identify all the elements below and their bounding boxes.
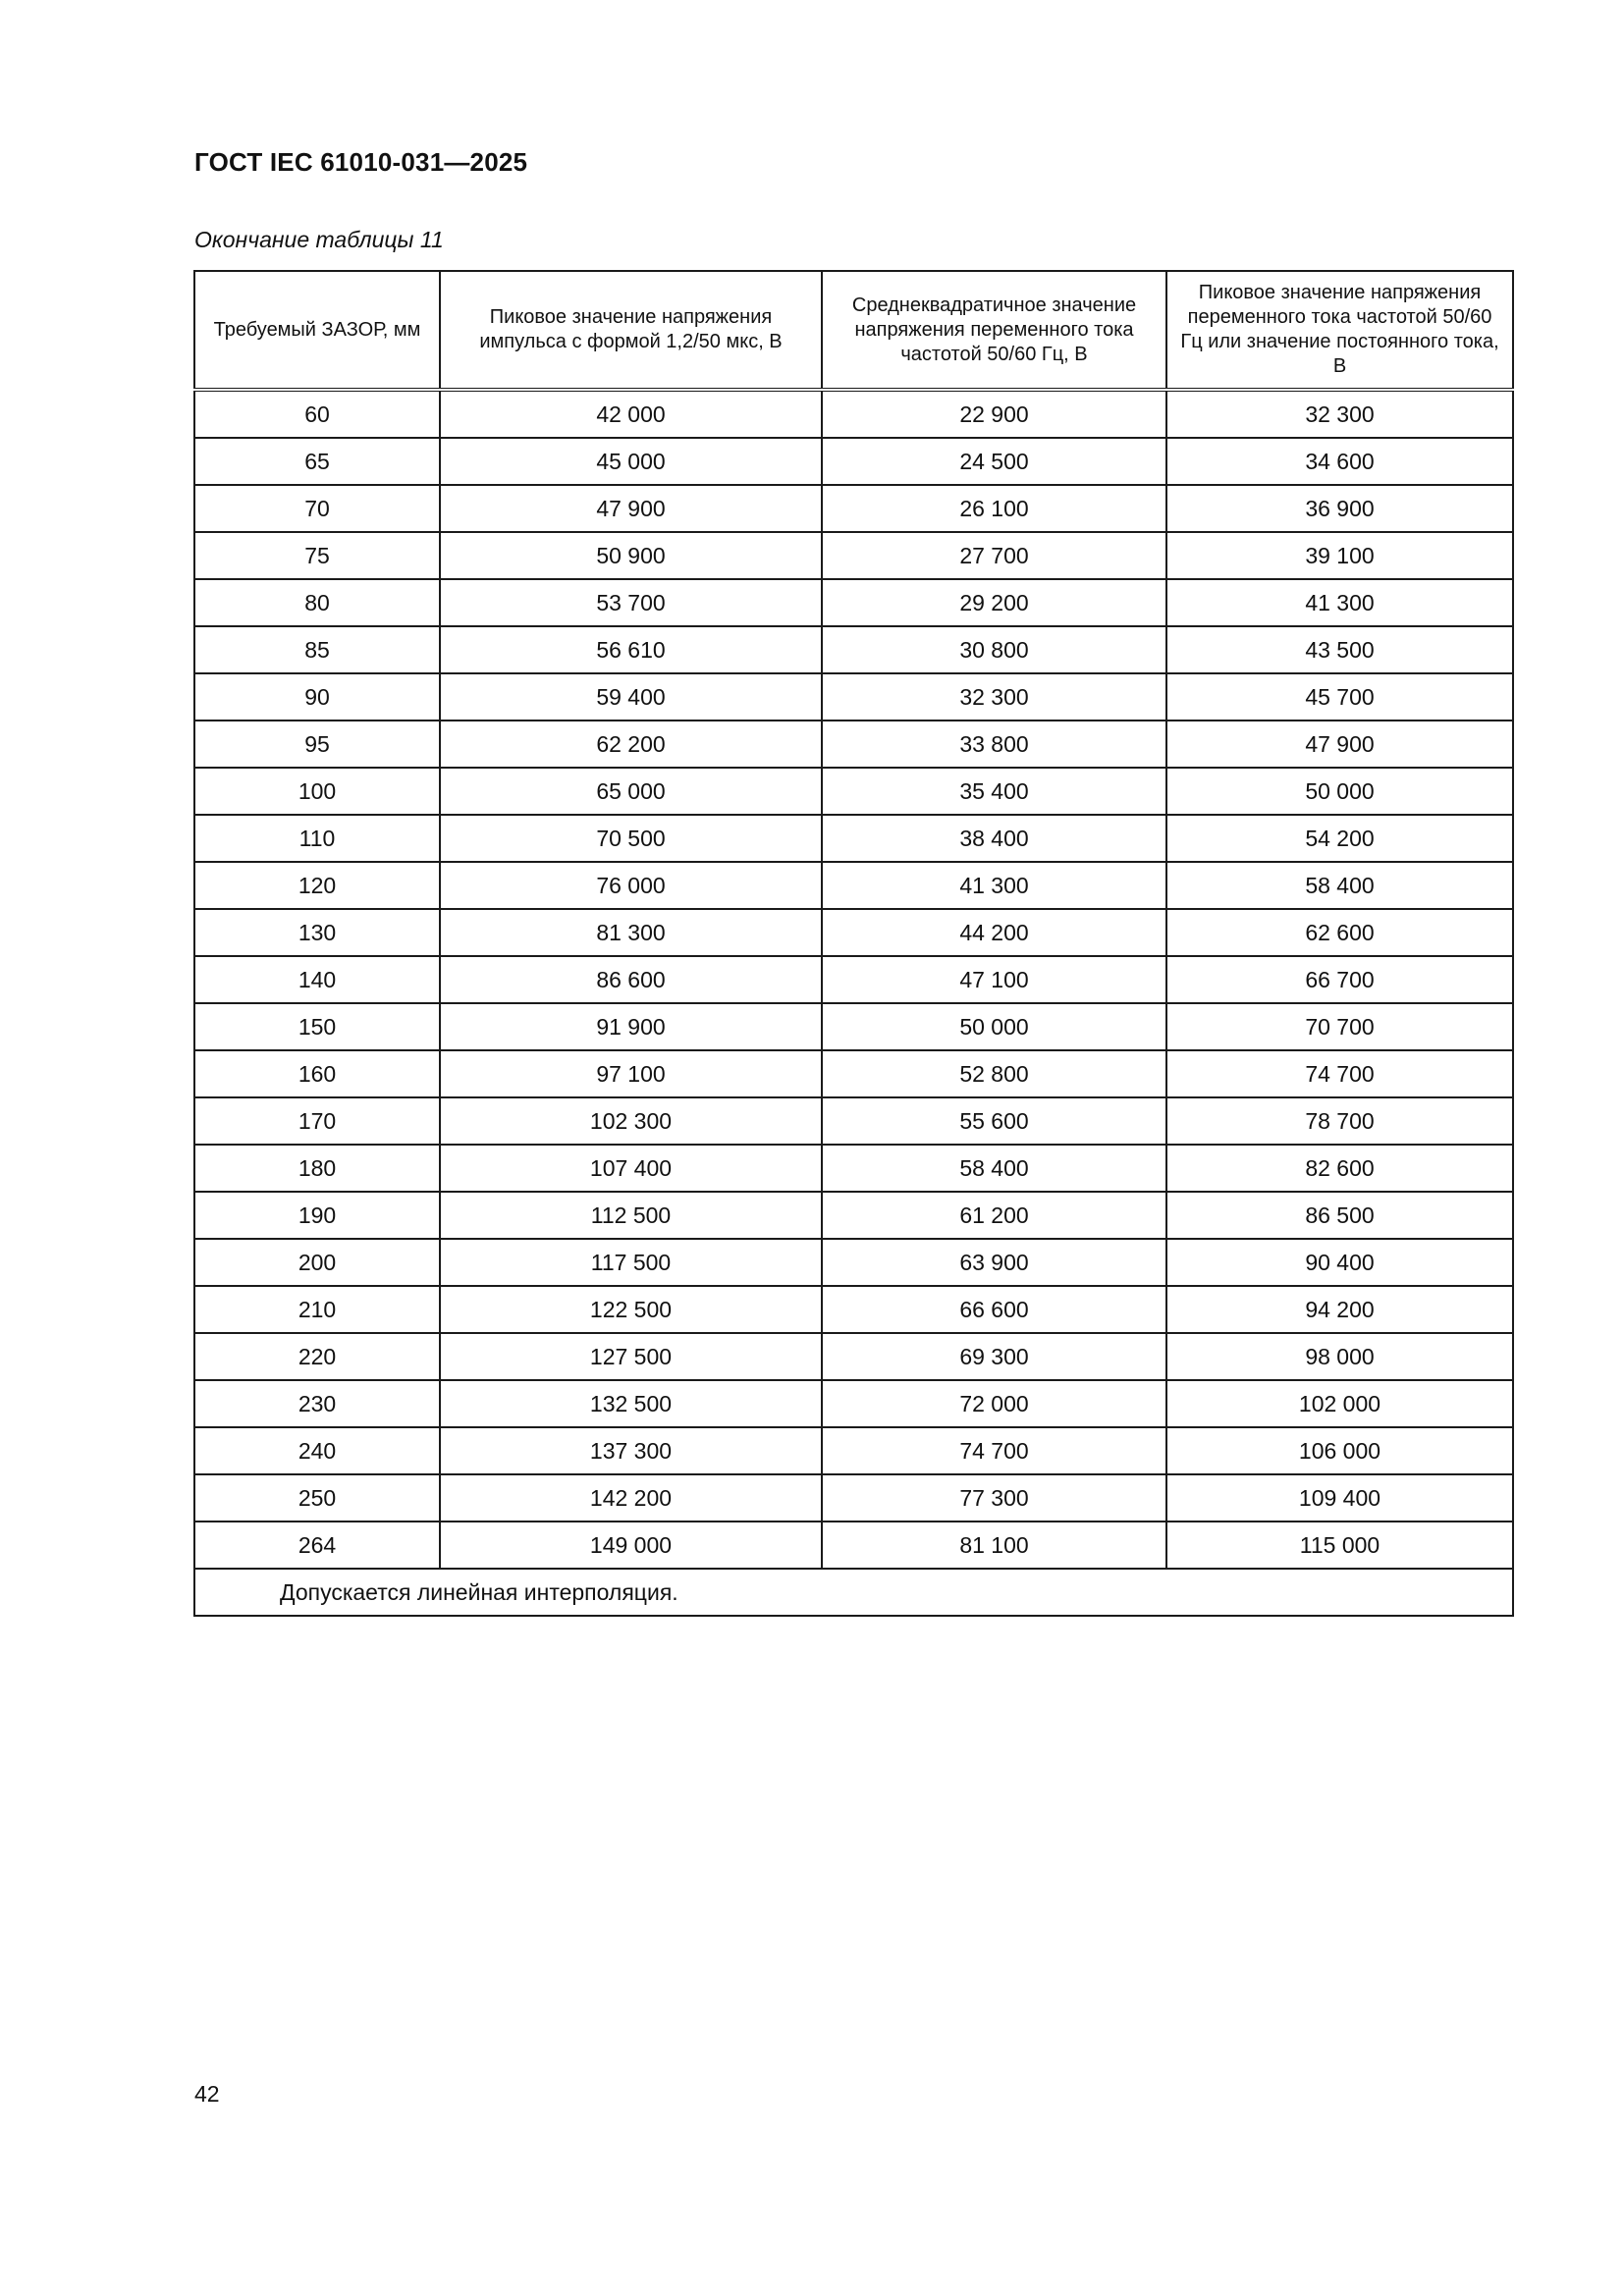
cell-impulse-voltage: 45 000 <box>440 438 822 485</box>
table-row <box>194 768 1513 815</box>
cell-clearance: 65 <box>194 438 440 485</box>
table-row <box>194 1522 1513 1569</box>
cell-clearance: 70 <box>194 485 440 532</box>
table-row <box>194 1286 1513 1333</box>
cell-impulse-voltage: 112 500 <box>440 1192 822 1239</box>
cell-peak-voltage: 47 900 <box>1166 721 1513 768</box>
table-row <box>194 862 1513 909</box>
cell-rms-voltage: 55 600 <box>822 1097 1166 1145</box>
table-row <box>194 532 1513 579</box>
cell-peak-voltage: 109 400 <box>1166 1474 1513 1522</box>
cell-peak-voltage: 34 600 <box>1166 438 1513 485</box>
cell-rms-voltage: 27 700 <box>822 532 1166 579</box>
table-row <box>194 721 1513 768</box>
cell-peak-voltage: 94 200 <box>1166 1286 1513 1333</box>
clearance-table <box>193 270 1514 1617</box>
cell-peak-voltage: 78 700 <box>1166 1097 1513 1145</box>
cell-rms-voltage: 50 000 <box>822 1003 1166 1050</box>
cell-clearance: 80 <box>194 579 440 626</box>
table-row <box>194 1145 1513 1192</box>
cell-peak-voltage: 43 500 <box>1166 626 1513 673</box>
cell-clearance: 220 <box>194 1333 440 1380</box>
cell-impulse-voltage: 65 000 <box>440 768 822 815</box>
table-row <box>194 485 1513 532</box>
cell-clearance: 150 <box>194 1003 440 1050</box>
cell-rms-voltage: 33 800 <box>822 721 1166 768</box>
cell-rms-voltage: 41 300 <box>822 862 1166 909</box>
cell-impulse-voltage: 91 900 <box>440 1003 822 1050</box>
cell-impulse-voltage: 81 300 <box>440 909 822 956</box>
cell-rms-voltage: 38 400 <box>822 815 1166 862</box>
cell-clearance: 85 <box>194 626 440 673</box>
column-header-rms-voltage: Среднеквадратичное значение напряжения переменного тока частотой 50/60 Гц, В <box>822 271 1166 390</box>
cell-peak-voltage: 50 000 <box>1166 768 1513 815</box>
cell-impulse-voltage: 76 000 <box>440 862 822 909</box>
cell-clearance: 170 <box>194 1097 440 1145</box>
cell-clearance: 160 <box>194 1050 440 1097</box>
cell-impulse-voltage: 50 900 <box>440 532 822 579</box>
cell-peak-voltage: 115 000 <box>1166 1522 1513 1569</box>
cell-rms-voltage: 44 200 <box>822 909 1166 956</box>
cell-rms-voltage: 22 900 <box>822 390 1166 438</box>
cell-rms-voltage: 61 200 <box>822 1192 1166 1239</box>
cell-impulse-voltage: 132 500 <box>440 1380 822 1427</box>
column-header-peak-voltage: Пиковое значение напряжения переменного тока частотой 50/60 Гц или значение постоянного тока, В <box>1166 271 1513 390</box>
cell-peak-voltage: 41 300 <box>1166 579 1513 626</box>
cell-clearance: 110 <box>194 815 440 862</box>
cell-impulse-voltage: 53 700 <box>440 579 822 626</box>
table-row <box>194 1050 1513 1097</box>
cell-clearance: 100 <box>194 768 440 815</box>
cell-peak-voltage: 36 900 <box>1166 485 1513 532</box>
table-row <box>194 1427 1513 1474</box>
document-header: ГОСТ IEC 61010-031—2025 <box>194 147 528 177</box>
cell-rms-voltage: 47 100 <box>822 956 1166 1003</box>
cell-impulse-voltage: 47 900 <box>440 485 822 532</box>
table-header-row <box>194 271 1513 390</box>
cell-clearance: 120 <box>194 862 440 909</box>
cell-clearance: 190 <box>194 1192 440 1239</box>
cell-clearance: 250 <box>194 1474 440 1522</box>
cell-peak-voltage: 39 100 <box>1166 532 1513 579</box>
cell-peak-voltage: 62 600 <box>1166 909 1513 956</box>
cell-clearance: 75 <box>194 532 440 579</box>
cell-rms-voltage: 69 300 <box>822 1333 1166 1380</box>
cell-rms-voltage: 63 900 <box>822 1239 1166 1286</box>
cell-rms-voltage: 77 300 <box>822 1474 1166 1522</box>
table-row <box>194 1097 1513 1145</box>
cell-rms-voltage: 52 800 <box>822 1050 1166 1097</box>
cell-peak-voltage: 45 700 <box>1166 673 1513 721</box>
cell-peak-voltage: 54 200 <box>1166 815 1513 862</box>
cell-impulse-voltage: 122 500 <box>440 1286 822 1333</box>
cell-rms-voltage: 29 200 <box>822 579 1166 626</box>
cell-peak-voltage: 58 400 <box>1166 862 1513 909</box>
table-note-row <box>194 1569 1513 1616</box>
cell-peak-voltage: 98 000 <box>1166 1333 1513 1380</box>
cell-rms-voltage: 35 400 <box>822 768 1166 815</box>
cell-clearance: 60 <box>194 390 440 438</box>
page-number: 42 <box>194 2081 220 2107</box>
cell-impulse-voltage: 102 300 <box>440 1097 822 1145</box>
cell-peak-voltage: 106 000 <box>1166 1427 1513 1474</box>
cell-impulse-voltage: 97 100 <box>440 1050 822 1097</box>
cell-clearance: 90 <box>194 673 440 721</box>
cell-clearance: 140 <box>194 956 440 1003</box>
table-row <box>194 673 1513 721</box>
table-row <box>194 390 1513 438</box>
cell-rms-voltage: 24 500 <box>822 438 1166 485</box>
table-row <box>194 1192 1513 1239</box>
cell-impulse-voltage: 86 600 <box>440 956 822 1003</box>
cell-impulse-voltage: 107 400 <box>440 1145 822 1192</box>
table-row <box>194 579 1513 626</box>
cell-rms-voltage: 58 400 <box>822 1145 1166 1192</box>
cell-peak-voltage: 82 600 <box>1166 1145 1513 1192</box>
cell-rms-voltage: 32 300 <box>822 673 1166 721</box>
cell-peak-voltage: 90 400 <box>1166 1239 1513 1286</box>
cell-peak-voltage: 66 700 <box>1166 956 1513 1003</box>
table-row <box>194 1474 1513 1522</box>
cell-impulse-voltage: 62 200 <box>440 721 822 768</box>
cell-clearance: 95 <box>194 721 440 768</box>
table-row <box>194 956 1513 1003</box>
cell-impulse-voltage: 142 200 <box>440 1474 822 1522</box>
table-row <box>194 1380 1513 1427</box>
cell-rms-voltage: 81 100 <box>822 1522 1166 1569</box>
table-row <box>194 626 1513 673</box>
cell-clearance: 210 <box>194 1286 440 1333</box>
cell-impulse-voltage: 127 500 <box>440 1333 822 1380</box>
table-row <box>194 815 1513 862</box>
table-row <box>194 1333 1513 1380</box>
cell-impulse-voltage: 56 610 <box>440 626 822 673</box>
table-caption: Окончание таблицы 11 <box>194 227 444 252</box>
cell-clearance: 264 <box>194 1522 440 1569</box>
cell-impulse-voltage: 59 400 <box>440 673 822 721</box>
table-row <box>194 1239 1513 1286</box>
cell-rms-voltage: 30 800 <box>822 626 1166 673</box>
cell-peak-voltage: 102 000 <box>1166 1380 1513 1427</box>
table-note: Допускается линейная интерполяция. <box>194 1569 1513 1616</box>
column-header-clearance: Требуемый ЗАЗОР, мм <box>194 271 440 390</box>
cell-clearance: 240 <box>194 1427 440 1474</box>
cell-clearance: 230 <box>194 1380 440 1427</box>
cell-peak-voltage: 70 700 <box>1166 1003 1513 1050</box>
cell-impulse-voltage: 149 000 <box>440 1522 822 1569</box>
table-row <box>194 909 1513 956</box>
cell-peak-voltage: 86 500 <box>1166 1192 1513 1239</box>
cell-rms-voltage: 72 000 <box>822 1380 1166 1427</box>
table-body <box>194 390 1513 1616</box>
cell-clearance: 200 <box>194 1239 440 1286</box>
cell-impulse-voltage: 117 500 <box>440 1239 822 1286</box>
cell-peak-voltage: 74 700 <box>1166 1050 1513 1097</box>
cell-clearance: 130 <box>194 909 440 956</box>
cell-impulse-voltage: 137 300 <box>440 1427 822 1474</box>
cell-impulse-voltage: 42 000 <box>440 390 822 438</box>
cell-rms-voltage: 74 700 <box>822 1427 1166 1474</box>
table-row <box>194 438 1513 485</box>
cell-rms-voltage: 26 100 <box>822 485 1166 532</box>
cell-rms-voltage: 66 600 <box>822 1286 1166 1333</box>
cell-clearance: 180 <box>194 1145 440 1192</box>
column-header-impulse-voltage: Пиковое значение напряжения импульса с формой 1,2/50 мкс, В <box>440 271 822 390</box>
cell-peak-voltage: 32 300 <box>1166 390 1513 438</box>
table-row <box>194 1003 1513 1050</box>
cell-impulse-voltage: 70 500 <box>440 815 822 862</box>
